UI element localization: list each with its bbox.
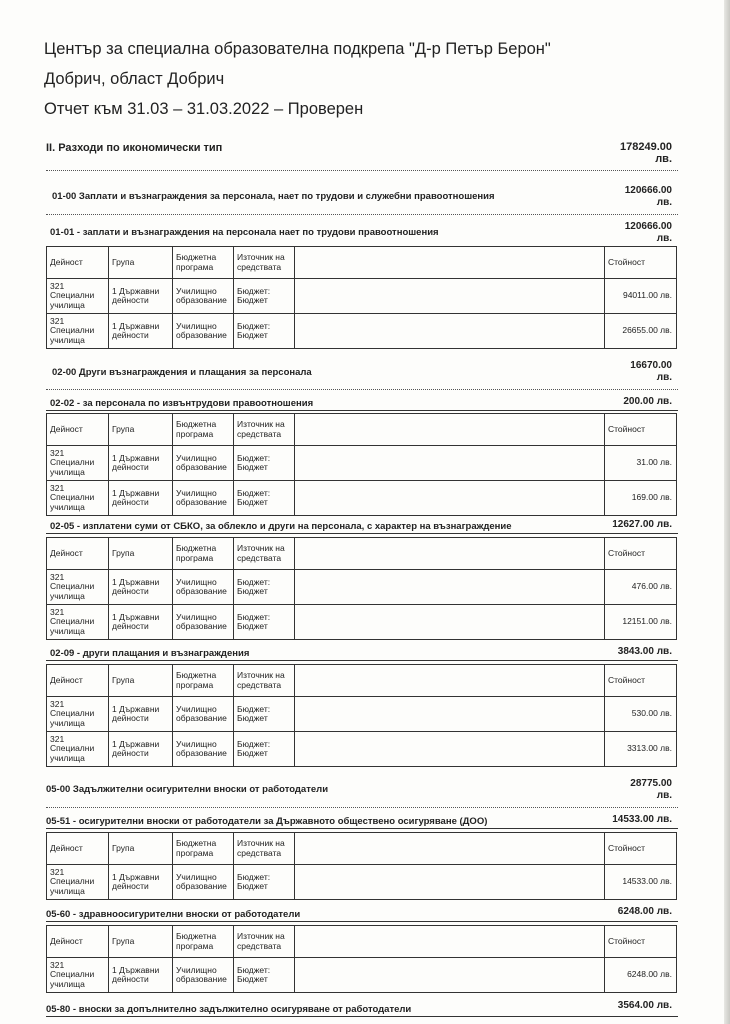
table-row (47, 481, 677, 516)
cell-group: 1 Държавни дейности (109, 314, 173, 349)
cell-blank (295, 958, 605, 993)
cell-value: 12151.00 лв. (605, 605, 677, 640)
cell-value: 3313.00 лв. (605, 732, 677, 767)
table-header-row (47, 665, 677, 697)
header-activity: Дейност (47, 926, 109, 958)
header-source: Източник на средствата (234, 833, 295, 865)
cell-program: Училищно образование (173, 958, 234, 993)
group-amount: 28775.00 лв. (630, 778, 672, 801)
cell-activity: 321 Специални училища (47, 570, 109, 605)
expense-table (46, 925, 677, 993)
cell-blank (295, 279, 605, 314)
header-group: Група (109, 538, 173, 570)
header-group: Група (109, 665, 173, 697)
header-activity: Дейност (47, 665, 109, 697)
cell-source: Бюджет: Бюджет (234, 865, 295, 900)
cell-group: 1 Държавни дейности (109, 958, 173, 993)
table-header-row (47, 247, 677, 279)
table-row (47, 697, 677, 732)
subsection-title: 01-01 - заплати и възнаграждения на персонала нает по трудови правоотношения (50, 227, 439, 238)
cell-activity: 321 Специални училища (47, 958, 109, 993)
table-row (47, 570, 677, 605)
divider (46, 828, 678, 829)
cell-program: Училищно образование (173, 697, 234, 732)
cell-activity: 321 Специални училища (47, 605, 109, 640)
divider (46, 1016, 678, 1017)
header-group: Група (109, 926, 173, 958)
cell-group: 1 Държавни дейности (109, 697, 173, 732)
institution-location: Добрич, област Добрич (44, 70, 225, 88)
table-row (47, 865, 677, 900)
table-row (47, 605, 677, 640)
cell-group: 1 Държавни дейности (109, 279, 173, 314)
header-value: Стойност (605, 247, 677, 279)
subsection-amount: 200.00 лв. (623, 396, 672, 407)
report-period: Отчет към 31.03 – 31.03.2022 – Проверен (44, 100, 364, 118)
cell-blank (295, 732, 605, 767)
cell-value: 94011.00 лв. (605, 279, 677, 314)
subsection-title: 05-60 - здравноосигурителни вноски от работодатели (46, 909, 301, 920)
page-edge (724, 0, 730, 1024)
header-activity: Дейност (47, 538, 109, 570)
header-group: Група (109, 414, 173, 446)
cell-group: 1 Държавни дейности (109, 605, 173, 640)
divider (46, 214, 678, 215)
subsection-amount: 3564.00 лв. (617, 1000, 672, 1011)
cell-activity: 321 Специални училища (47, 697, 109, 732)
cell-value: 530.00 лв. (605, 697, 677, 732)
header-program: Бюджетна програма (173, 247, 234, 279)
cell-group: 1 Държавни дейности (109, 865, 173, 900)
group-amount: 120666.00 лв. (624, 185, 672, 208)
cell-blank (295, 314, 605, 349)
header-blank (295, 665, 605, 697)
subsection-amount: 12627.00 лв. (612, 519, 672, 530)
cell-blank (295, 697, 605, 732)
divider (46, 410, 678, 411)
header-blank (295, 414, 605, 446)
cell-activity: 321 Специални училища (47, 314, 109, 349)
subsection-amount: 3843.00 лв. (617, 646, 672, 657)
divider (46, 533, 678, 534)
table-header-row (47, 414, 677, 446)
cell-program: Училищно образование (173, 570, 234, 605)
group-amount: 16670.00 лв. (630, 360, 672, 383)
header-source: Източник на средствата (234, 926, 295, 958)
group-title: 02-00 Други възнаграждения и плащания за персонала (52, 367, 312, 378)
divider (46, 921, 678, 922)
header-activity: Дейност (47, 833, 109, 865)
header-value: Стойност (605, 926, 677, 958)
header-source: Източник на средствата (234, 538, 295, 570)
header-value: Стойност (605, 414, 677, 446)
cell-value: 14533.00 лв. (605, 865, 677, 900)
cell-value: 6248.00 лв. (605, 958, 677, 993)
cell-value: 26655.00 лв. (605, 314, 677, 349)
expense-table (46, 832, 677, 900)
header-activity: Дейност (47, 414, 109, 446)
subsection-title: 02-02 - за персонала по извънтрудови правоотношения (50, 398, 314, 409)
cell-source: Бюджет: Бюджет (234, 958, 295, 993)
cell-source: Бюджет: Бюджет (234, 314, 295, 349)
header-source: Източник на средствата (234, 247, 295, 279)
cell-activity: 321 Специални училища (47, 279, 109, 314)
cell-value: 169.00 лв. (605, 481, 677, 516)
subsection-amount: 6248.00 лв. (617, 906, 672, 917)
header-value: Стойност (605, 665, 677, 697)
subsection-title: 05-80 - вноски за допълнително задължително осигуряване от работодатели (46, 1004, 412, 1015)
header-program: Бюджетна програма (173, 665, 234, 697)
header-blank (295, 247, 605, 279)
expense-table (46, 664, 677, 767)
table-row (47, 732, 677, 767)
cell-activity: 321 Специални училища (47, 481, 109, 516)
cell-activity: 321 Специални училища (47, 446, 109, 481)
header-activity: Дейност (47, 247, 109, 279)
cell-blank (295, 446, 605, 481)
header-program: Бюджетна програма (173, 833, 234, 865)
cell-activity: 321 Специални училища (47, 865, 109, 900)
cell-program: Училищно образование (173, 732, 234, 767)
cell-source: Бюджет: Бюджет (234, 605, 295, 640)
subsection-title: 05-51 - осигурителни вноски от работодатели за Държавното обществено осигуряване (ДОО) (46, 816, 488, 827)
cell-group: 1 Държавни дейности (109, 570, 173, 605)
cell-source: Бюджет: Бюджет (234, 697, 295, 732)
header-source: Източник на средствата (234, 665, 295, 697)
expense-table (46, 413, 677, 516)
cell-blank (295, 570, 605, 605)
main-section-title: II. Разходи по икономически тип (46, 142, 223, 154)
cell-group: 1 Държавни дейности (109, 481, 173, 516)
divider (46, 660, 678, 661)
header-blank (295, 926, 605, 958)
cell-value: 31.00 лв. (605, 446, 677, 481)
main-section-amount: 178249.00 лв. (620, 141, 672, 165)
header-blank (295, 833, 605, 865)
table-row (47, 958, 677, 993)
cell-blank (295, 481, 605, 516)
table-header-row (47, 538, 677, 570)
cell-program: Училищно образование (173, 314, 234, 349)
cell-program: Училищно образование (173, 865, 234, 900)
expense-table (46, 246, 677, 349)
header-value: Стойност (605, 833, 677, 865)
cell-program: Училищно образование (173, 481, 234, 516)
cell-source: Бюджет: Бюджет (234, 446, 295, 481)
cell-program: Училищно образование (173, 605, 234, 640)
header-group: Група (109, 247, 173, 279)
expense-table (46, 537, 677, 640)
institution-name: Център за специална образователна подкрепа "Д-р Петър Берон" (44, 40, 551, 58)
group-title: 05-00 Задължителни осигурителни вноски от работодатели (46, 784, 329, 795)
cell-source: Бюджет: Бюджет (234, 570, 295, 605)
subsection-title: 02-05 - изплатени суми от СБКО, за облекло и други на персонала, с характер на възнаграждение (50, 521, 512, 532)
table-row (47, 279, 677, 314)
divider (46, 170, 678, 171)
cell-blank (295, 605, 605, 640)
header-program: Бюджетна програма (173, 926, 234, 958)
cell-program: Училищно образование (173, 446, 234, 481)
table-row (47, 446, 677, 481)
cell-value: 476.00 лв. (605, 570, 677, 605)
table-header-row (47, 833, 677, 865)
group-title: 01-00 Заплати и възнаграждения за персонала, нает по трудови и служебни правоотношения (52, 191, 495, 202)
subsection-title: 02-09 - други плащания и възнаграждения (50, 648, 250, 659)
subsection-amount: 14533.00 лв. (612, 814, 672, 825)
cell-group: 1 Държавни дейности (109, 446, 173, 481)
cell-source: Бюджет: Бюджет (234, 732, 295, 767)
header-group: Група (109, 833, 173, 865)
cell-group: 1 Държавни дейности (109, 732, 173, 767)
header-blank (295, 538, 605, 570)
cell-blank (295, 865, 605, 900)
cell-program: Училищно образование (173, 279, 234, 314)
cell-activity: 321 Специални училища (47, 732, 109, 767)
divider (46, 389, 678, 390)
table-row (47, 314, 677, 349)
header-source: Източник на средствата (234, 414, 295, 446)
header-value: Стойност (605, 538, 677, 570)
header-program: Бюджетна програма (173, 414, 234, 446)
subsection-amount: 120666.00 лв. (624, 221, 672, 244)
table-header-row (47, 926, 677, 958)
cell-source: Бюджет: Бюджет (234, 279, 295, 314)
header-program: Бюджетна програма (173, 538, 234, 570)
cell-source: Бюджет: Бюджет (234, 481, 295, 516)
divider (46, 807, 678, 808)
